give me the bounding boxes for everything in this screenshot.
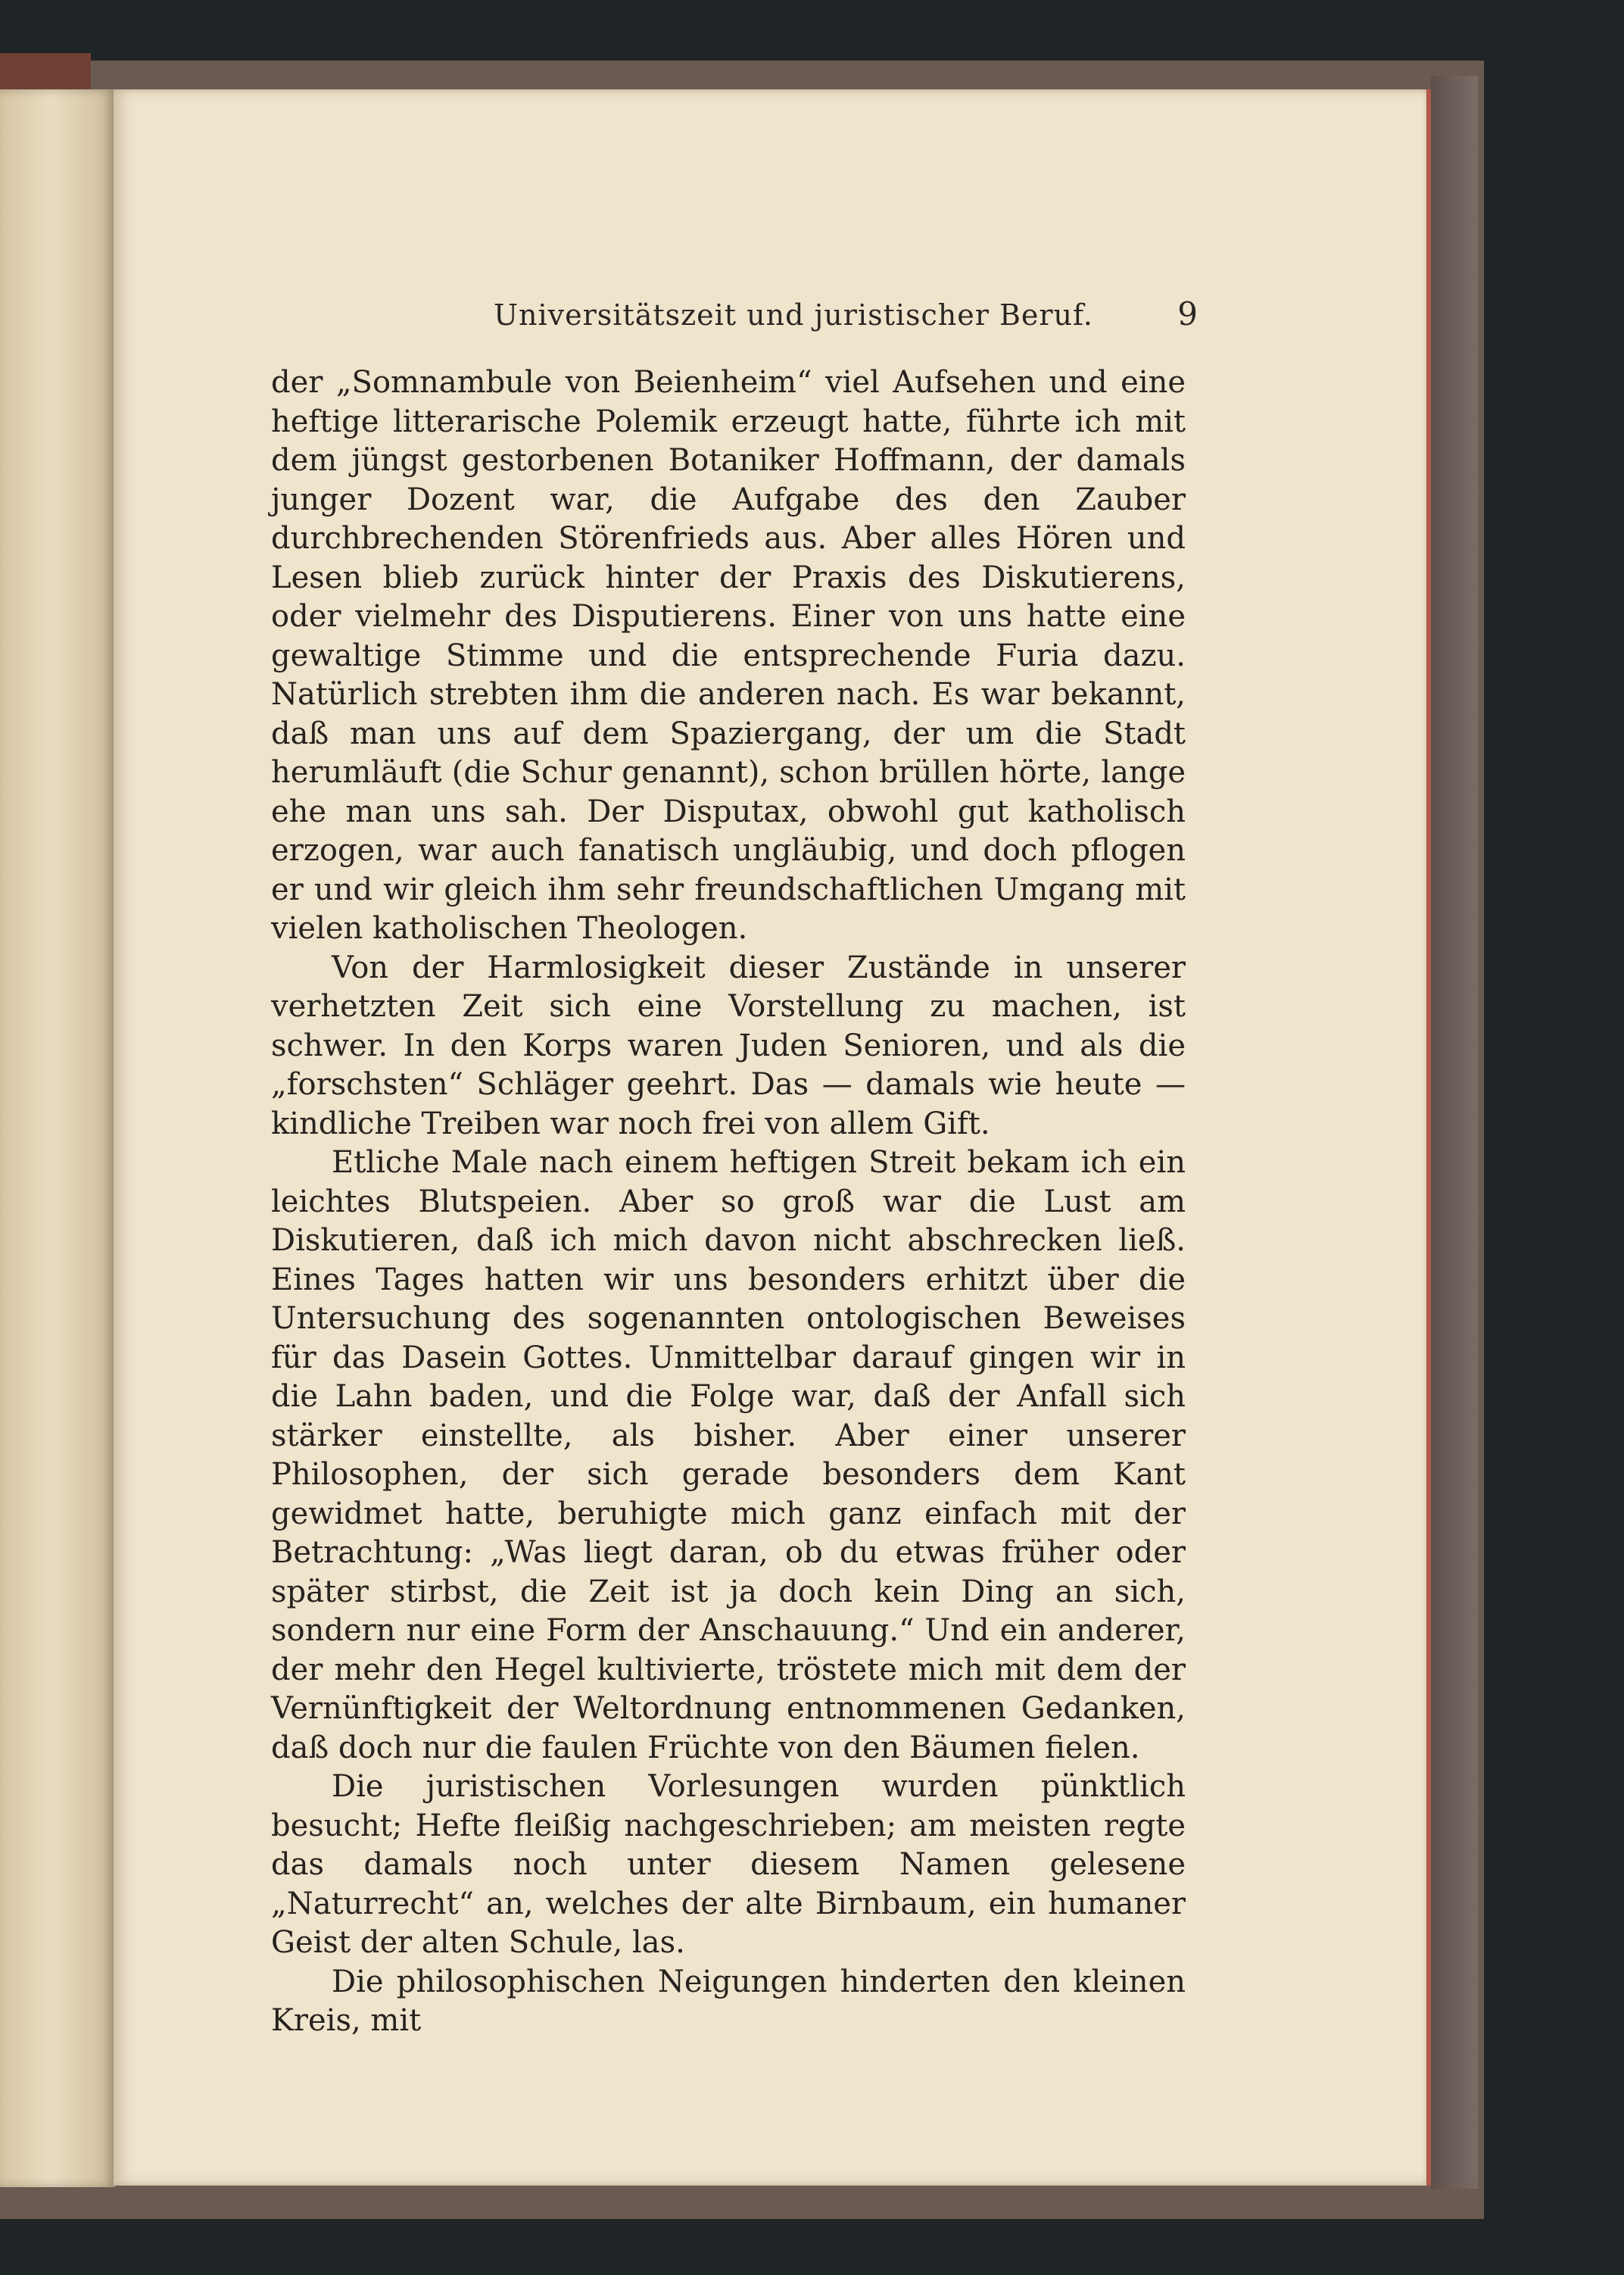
page-header (494, 295, 1198, 344)
paragraph: Etliche Male nach einem heftigen Streit bekam ich ein leichtes Blutspeien. Aber so groß war die Lust am Diskutieren, daß ich mich davon nicht abschrecken ließ. Eines Tages hatten wir uns besonders erhitzt über die Untersuchung des sogenannten ontologischen Beweises für das Dasein Gottes. Unmittelbar darauf gingen wir in die Lahn baden, und die Folge war, daß der Anfall sich stärker einstellte, als bisher. Aber einer unserer Philosophen, der sich gerade besonders dem Kant gewidmet hatte, beruhigte mich ganz einfach mit der Betrachtung: „Was liegt daran, ob du etwas früher oder später stirbst, die Zeit ist ja doch kein Ding an sich, sondern nur eine Form der Anschauung.“ Und ein anderer, der mehr den Hegel kultivierte, tröstete mich mit dem der Vernünftigkeit der Weltordnung entnommenen Gedanken, daß doch nur die faulen Früchte von den Bäumen fielen. (271, 1145, 1186, 1765)
paragraph: der „Somnambule von Beienheim“ viel Aufsehen und eine heftige litterarische Polemik erzeugt hatte, führte ich mit dem jüngst gestorbenen Botaniker Hoffmann, der damals junger Dozent war, die Aufgabe des den Zauber durchbrechenden Störenfrieds aus. Aber alles Hören und Lesen blieb zurück hinter der Praxis des Diskutierens, oder vielmehr des Disputierens. Einer von uns hatte eine gewaltige Stimme und die entsprechende Furia dazu. Natürlich strebten ihm die anderen nach. Es war bekannt, daß man uns auf dem Spaziergang, der um die Stadt herumläuft (die Schur genannt), schon brüllen hörte, lange ehe man uns sah. Der Disputax, obwohl gut katholisch erzogen, war auch fanatisch ungläubig, und doch pflogen er und wir gleich ihm sehr freundschaftlichen Umgang mit vielen katholischen Theologen. (271, 365, 1186, 946)
paragraph: Von der Harmlosigkeit dieser Zustände in unserer verhetzten Zeit sich eine Vorstellung zu machen, ist schwer. In den Korps waren Juden Senioren, und als die „forschsten“ Schläger geehrt. Das — damals wie heute — kindliche Treiben war noch frei von allem Gift. (271, 950, 1186, 1141)
page-red-edge (1426, 89, 1431, 2186)
running-title: Universitätszeit und juristischer Beruf. (494, 298, 1093, 332)
left-page-edge (0, 89, 115, 2187)
page-number: 9 (1177, 295, 1198, 332)
paragraph: Die juristischen Vorlesungen wurden pünktlich besucht; Hefte fleißig nachgeschrieben; am meisten regte das damals noch unter diesem Namen gelesene „Naturrecht“ an, welches der alte Birnbaum, ein humaner Geist der alten Schule, las. (271, 1769, 1186, 1960)
body-text (271, 364, 1186, 2041)
right-book-edge (1431, 76, 1478, 2189)
paragraph: Die philosophischen Neigungen hinderten den kleinen Kreis, mit (271, 1964, 1186, 2038)
